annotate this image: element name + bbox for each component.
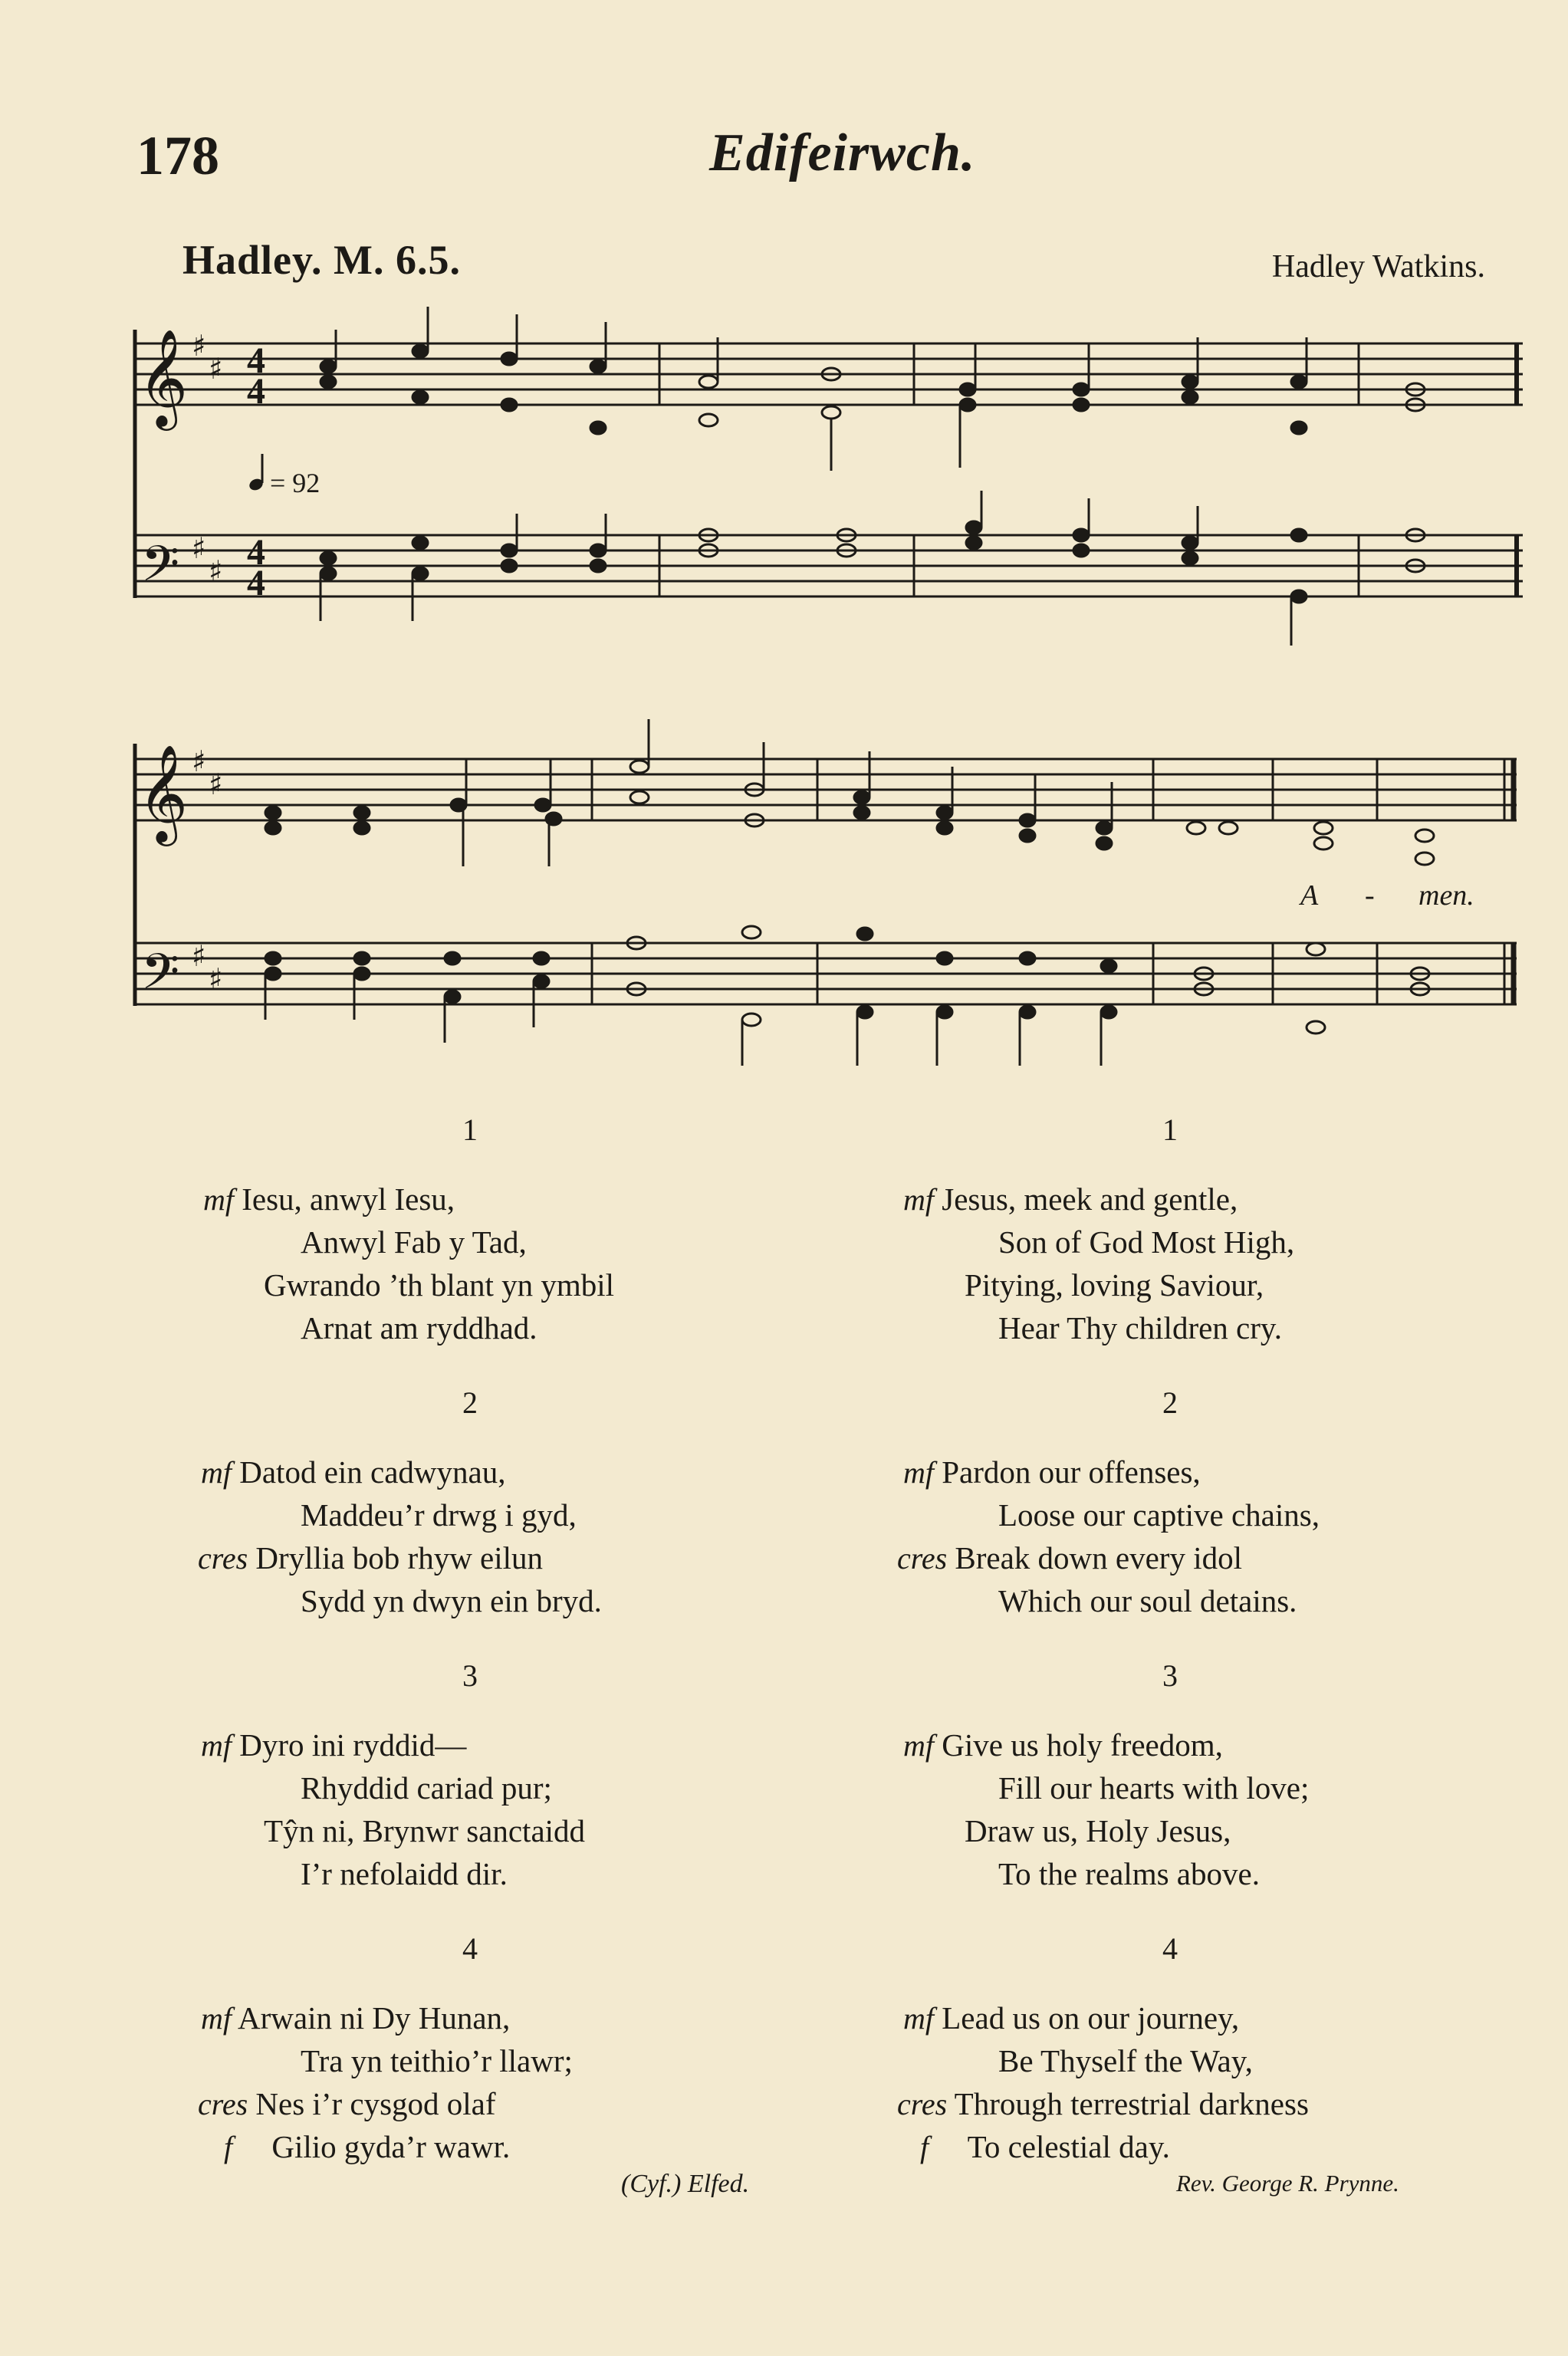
- welsh-stanza-number: 2: [462, 1385, 478, 1420]
- english-line: Fill our hearts with love;: [998, 1770, 1310, 1806]
- english-line: Loose our captive chains,: [998, 1497, 1320, 1533]
- time-sig-bottom-bass: 4: [247, 563, 265, 603]
- time-sig-bottom: 4: [247, 371, 265, 412]
- english-line: cres Through terrestrial darkness: [897, 2086, 1309, 2121]
- svg-text:𝄞: 𝄞: [138, 328, 189, 426]
- welsh-line: mf Dyro ini ryddid—: [201, 1727, 467, 1763]
- welsh-line: Rhyddid cariad pur;: [301, 1770, 552, 1806]
- svg-text:𝄢: 𝄢: [141, 944, 180, 1013]
- welsh-line: I’r nefolaidd dir.: [301, 1856, 508, 1891]
- svg-text:♯: ♯: [192, 744, 206, 778]
- svg-text:𝄢: 𝄢: [141, 536, 180, 605]
- svg-text:= 92: = 92: [270, 468, 321, 498]
- english-line: To the realms above.: [998, 1856, 1260, 1891]
- welsh-attribution: (Cyf.) Elfed.: [621, 2170, 750, 2198]
- welsh-line: mf Iesu, anwyl Iesu,: [203, 1181, 455, 1217]
- time-sig-top: 4: [247, 340, 265, 381]
- tune-title: Hadley. M. 6.5.: [182, 237, 461, 283]
- english-stanza-number: 3: [1162, 1658, 1178, 1693]
- english-line: mf Give us holy freedom,: [903, 1727, 1223, 1763]
- english-stanza-number: 1: [1162, 1112, 1178, 1147]
- running-head: Edifeirwch.: [709, 123, 976, 182]
- welsh-line: Tra yn teithio’r llawr;: [301, 2043, 573, 2078]
- svg-text:𝄞: 𝄞: [138, 744, 189, 842]
- svg-text:♯: ♯: [209, 352, 223, 386]
- english-line: Hear Thy children cry.: [998, 1310, 1282, 1346]
- welsh-line: Arnat am ryddhad.: [301, 1310, 537, 1346]
- music-system-1: [0, 291, 1568, 675]
- amen-hyphen: -: [1365, 879, 1375, 912]
- svg-text:♯: ♯: [209, 962, 223, 996]
- svg-text:♯: ♯: [209, 554, 223, 588]
- english-line: cres Break down every idol: [897, 1540, 1242, 1576]
- welsh-line: mf Arwain ni Dy Hunan,: [201, 2000, 511, 2036]
- welsh-line: Anwyl Fab y Tad,: [301, 1224, 527, 1260]
- welsh-stanza-number: 1: [462, 1112, 478, 1147]
- english-line: mf Pardon our offenses,: [903, 1454, 1201, 1490]
- tempo-mark: [248, 454, 320, 498]
- svg-text:♯: ♯: [209, 767, 223, 801]
- welsh-stanza-number: 3: [462, 1658, 478, 1693]
- time-sig-top-bass: 4: [247, 532, 265, 573]
- welsh-line: Sydd yn dwyn ein bryd.: [301, 1583, 602, 1618]
- english-line: Pitying, loving Saviour,: [965, 1267, 1264, 1303]
- page-number: 178: [136, 125, 219, 186]
- english-attribution: Rev. George R. Prynne.: [1176, 2170, 1399, 2197]
- amen-syllable-men: men.: [1418, 879, 1474, 912]
- english-line: mf Lead us on our journey,: [903, 2000, 1240, 2036]
- svg-text:♯: ♯: [192, 531, 206, 565]
- welsh-line: Gwrando ’th blant yn ymbil: [264, 1267, 615, 1303]
- english-line: Draw us, Holy Jesus,: [965, 1813, 1231, 1848]
- welsh-line: cres Nes i’r cysgod olaf: [198, 2086, 496, 2121]
- english-line: mf Jesus, meek and gentle,: [903, 1181, 1238, 1217]
- english-line: Which our soul detains.: [998, 1583, 1297, 1618]
- music-system-2: [0, 705, 1568, 1104]
- welsh-line: Maddeu’r drwg i gyd,: [301, 1497, 577, 1533]
- svg-text:♯: ♯: [192, 329, 206, 363]
- welsh-line: cres Dryllia bob rhyw eilun: [198, 1540, 544, 1576]
- amen-syllable-a: A: [1300, 879, 1319, 912]
- english-stanza-number: 2: [1162, 1385, 1178, 1420]
- english-line: Son of God Most High,: [998, 1224, 1295, 1260]
- svg-text:♯: ♯: [192, 939, 206, 973]
- welsh-line: mf Datod ein cadwynau,: [201, 1454, 506, 1490]
- english-line: Be Thyself the Way,: [998, 2043, 1253, 2078]
- composer: Hadley Watkins.: [1271, 249, 1485, 284]
- welsh-stanza-number: 4: [462, 1931, 478, 1966]
- welsh-line: Tŷn ni, Brynwr sanctaidd: [264, 1813, 586, 1848]
- welsh-line: f Gilio gyda’r wawr.: [224, 2129, 511, 2164]
- english-line: f To celestial day.: [920, 2129, 1170, 2164]
- english-stanza-number: 4: [1162, 1931, 1178, 1966]
